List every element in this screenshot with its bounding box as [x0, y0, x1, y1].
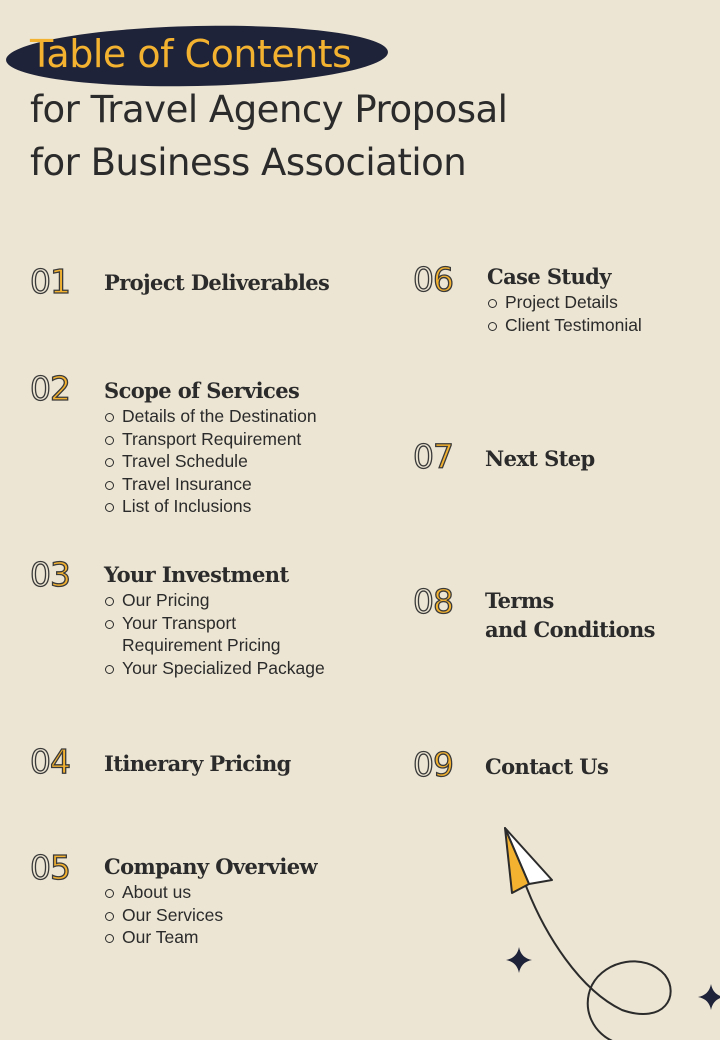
list-item: List of Inclusions: [104, 495, 317, 518]
page-subtitle-line-2: for Business Association: [30, 141, 467, 184]
sparkle-icon: [698, 984, 720, 1010]
section-number-04: 04: [30, 742, 70, 781]
list-item: Your Specialized Package: [104, 657, 325, 680]
section-title-itinerary-pricing: Itinerary Pricing: [104, 751, 291, 776]
list-item: Transport Requirement: [104, 428, 317, 451]
list-item: Client Testimonial: [487, 314, 642, 337]
section-title-terms-line-1: Terms: [485, 588, 554, 613]
page-title: Table of Contents: [30, 32, 352, 76]
section-number-08: 08: [413, 582, 453, 621]
list-item: About us: [104, 881, 223, 904]
section-title-terms-line-2: and Conditions: [485, 617, 655, 642]
section-number-05: 05: [30, 848, 70, 887]
page-subtitle-line-1: for Travel Agency Proposal: [30, 88, 508, 131]
section-title-next-step: Next Step: [485, 446, 595, 471]
list-item: Details of the Destination: [104, 405, 317, 428]
list-item: Your Transport Requirement Pricing: [104, 612, 312, 657]
case-study-list: [487, 291, 642, 336]
scope-of-services-list: [104, 405, 317, 518]
flight-trail: [526, 886, 671, 1040]
section-title-case-study: Case Study: [487, 264, 611, 289]
section-title-contact-us: Contact Us: [485, 754, 609, 779]
section-number-03: 03: [30, 555, 70, 594]
section-title-your-investment: Your Investment: [104, 562, 289, 587]
section-number-07: 07: [413, 437, 453, 476]
list-item: Our Team: [104, 926, 223, 949]
section-title-project-deliverables: Project Deliverables: [104, 270, 330, 295]
section-number-06: 06: [413, 260, 453, 299]
list-item: Project Details: [487, 291, 642, 314]
section-number-09: 09: [413, 745, 453, 784]
section-number-02: 02: [30, 369, 70, 408]
section-title-scope-of-services: Scope of Services: [104, 378, 300, 403]
paper-plane-icon: [505, 828, 552, 893]
sparkle-icon: [506, 947, 532, 973]
section-number-01: 01: [30, 262, 70, 301]
list-item: Our Services: [104, 904, 223, 927]
company-overview-list: [104, 881, 223, 949]
list-item: Travel Schedule: [104, 450, 317, 473]
section-title-company-overview: Company Overview: [104, 854, 317, 879]
list-item: Travel Insurance: [104, 473, 317, 496]
list-item: Our Pricing: [104, 589, 325, 612]
your-investment-list: [104, 589, 325, 679]
